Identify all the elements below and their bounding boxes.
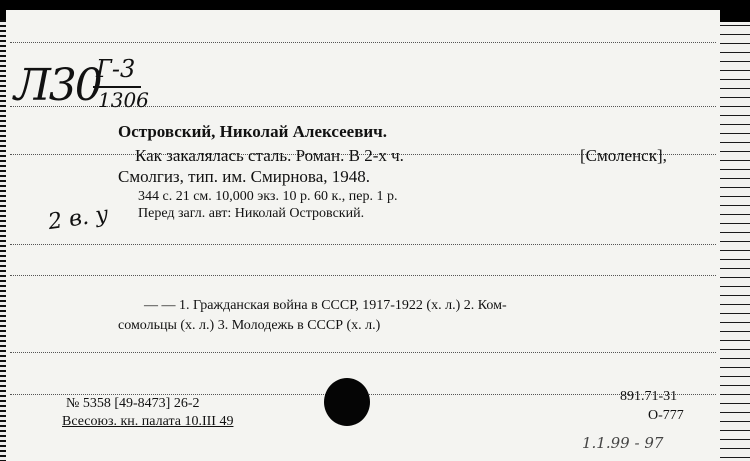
author-heading: Островский, Николай Алексеевич. xyxy=(118,122,388,141)
title-line: Как закалялась сталь. Роман. В 2-х ч. xyxy=(135,146,404,165)
place-of-publication: [Смоленск], xyxy=(580,146,667,165)
card-right-edge xyxy=(720,22,750,461)
ruling-line xyxy=(10,42,716,43)
call-number-fraction-bottom: 1306 xyxy=(98,88,149,112)
subject-tracings-line2: сомольцы (х. л.) 3. Молодежь в СССР (х. л.) xyxy=(118,318,381,333)
publisher-line: Смолгиз, тип. им. Смирнова, 1948. xyxy=(118,167,371,186)
call-number-fraction-top: Г-3 xyxy=(96,55,136,83)
subject-tracings-line1: — — 1. Гражданская война в СССР, 1917-1922 (х. л.) 2. Ком- xyxy=(144,298,507,313)
ruling-line xyxy=(10,244,716,245)
title-note: Перед загл. авт: Николай Островский. xyxy=(138,206,365,221)
card-number: № 5358 [49-8473] 26-2 xyxy=(66,396,200,411)
ruling-line xyxy=(10,275,716,276)
call-number: Л30 xyxy=(14,60,101,111)
classification-code: 891.71-31 xyxy=(620,389,678,404)
author-mark: О-777 xyxy=(648,408,684,423)
margin-handwritten-note: 2 в. у xyxy=(46,201,110,236)
punch-hole xyxy=(324,378,370,426)
printer-line: Всесоюз. кн. палата 10.III 49 xyxy=(62,414,234,429)
physical-description: 344 с. 21 см. 10,000 экз. 10 р. 60 к., пер. 1 р. xyxy=(138,189,398,204)
ruling-line xyxy=(10,352,716,353)
bottom-stamp: 1.1.99 - 97 xyxy=(582,434,664,452)
